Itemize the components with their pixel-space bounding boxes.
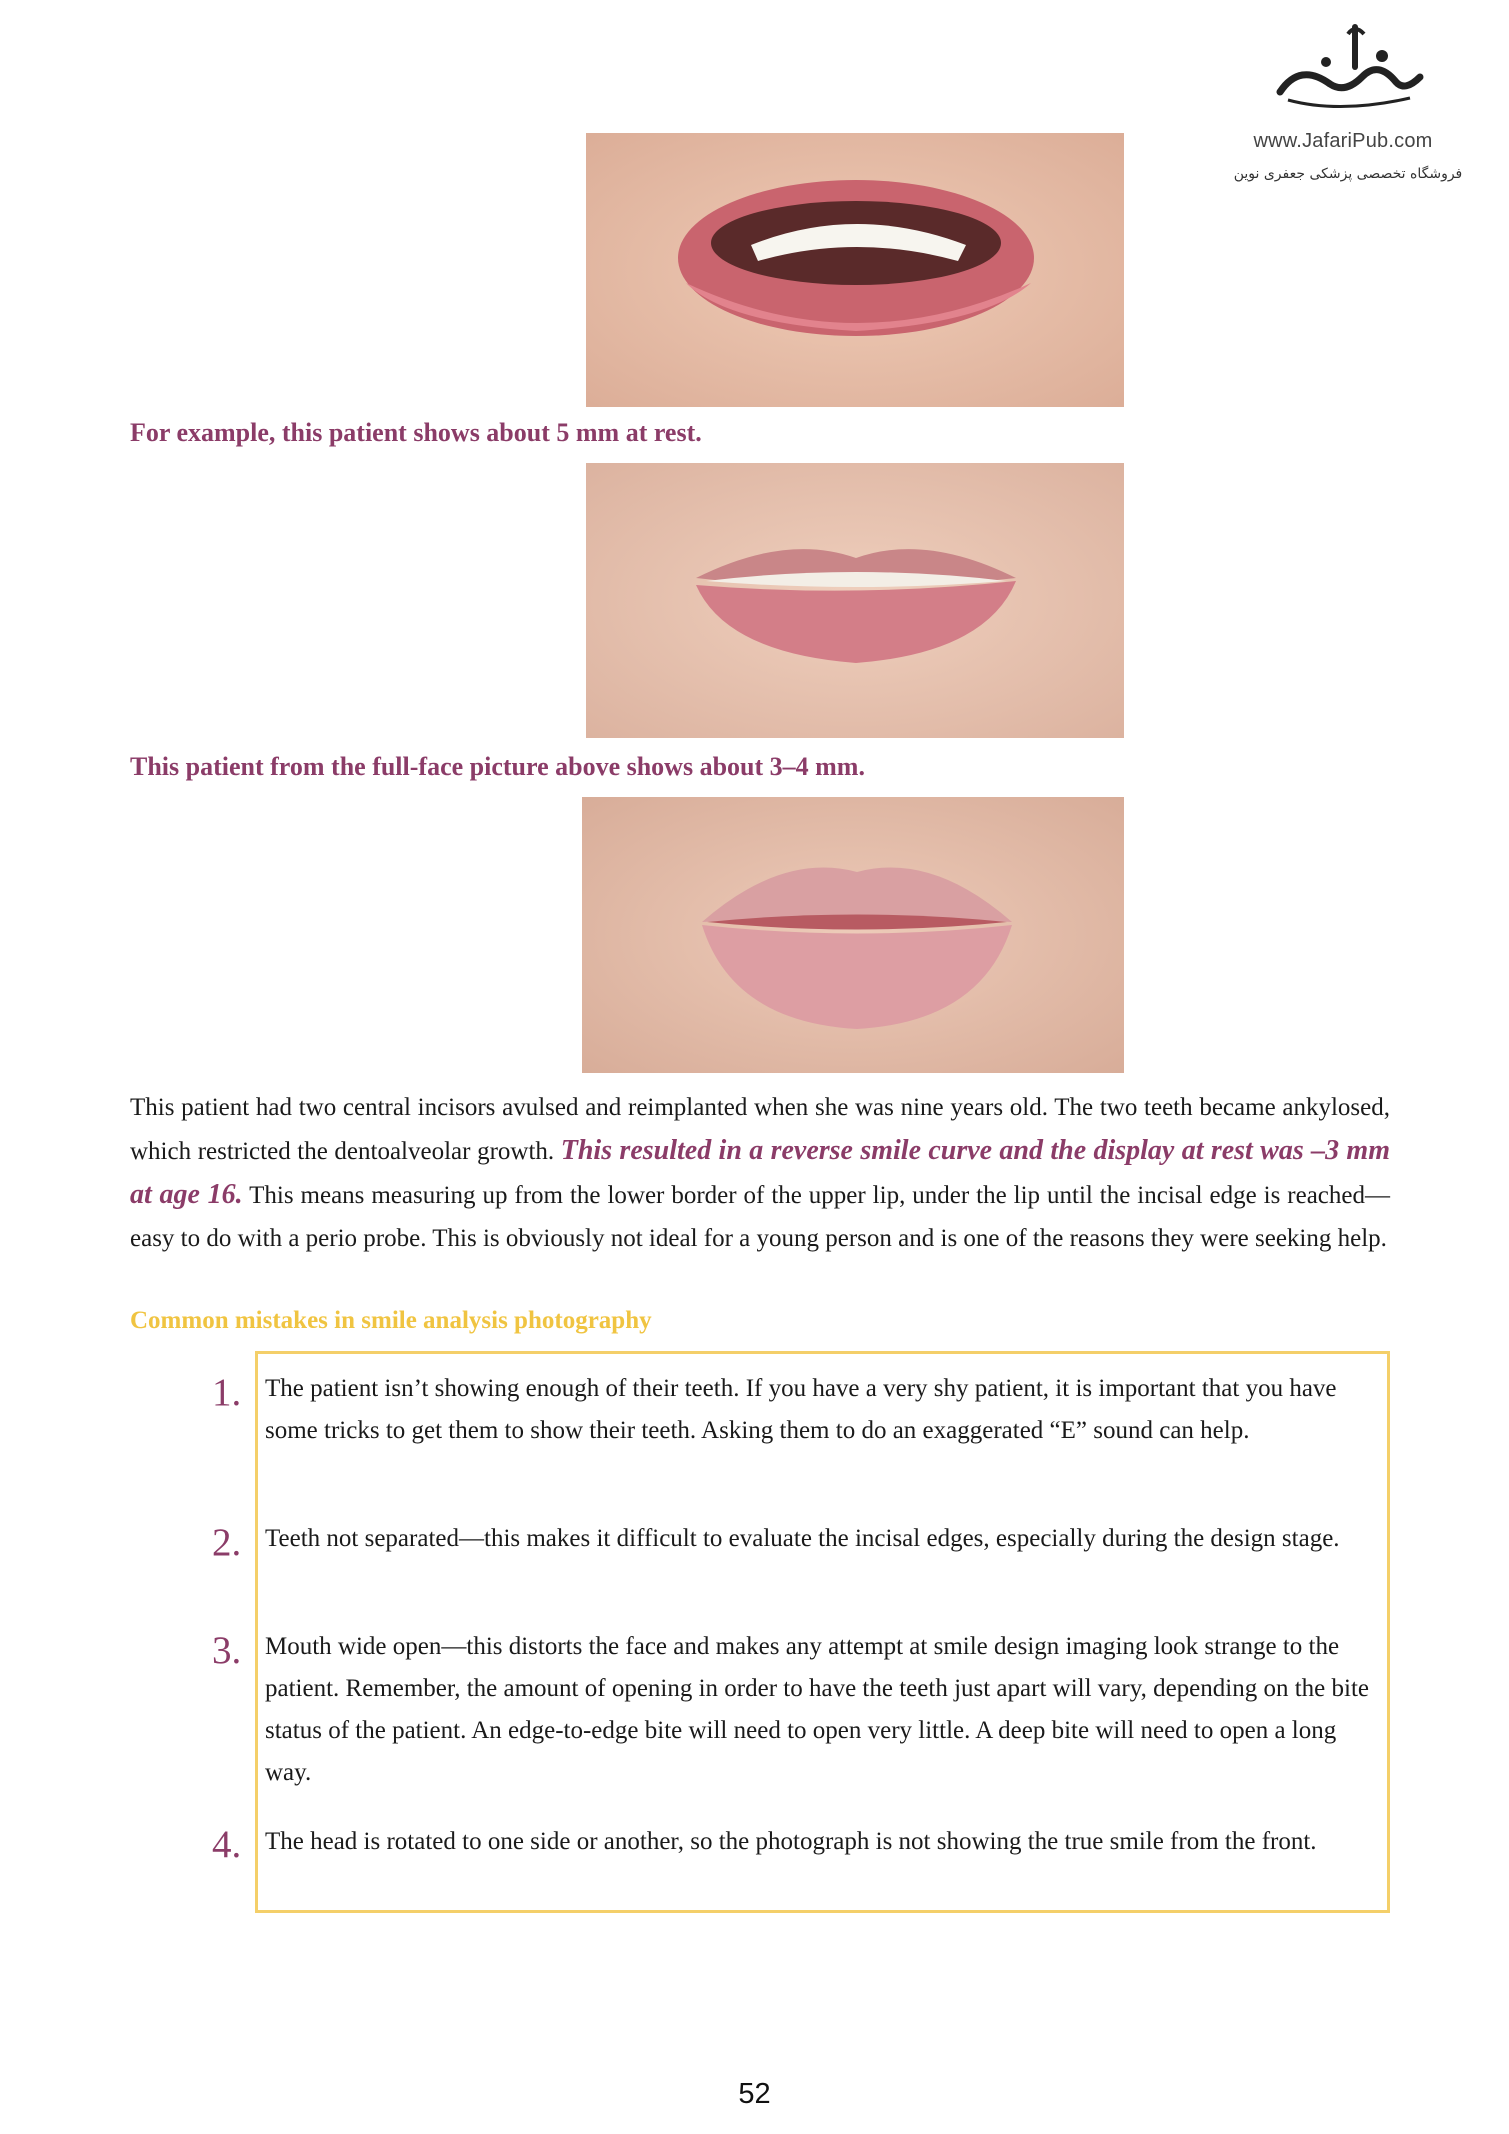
- list-item: The patient isn’t showing enough of their teeth. If you have a very shy patient, it is important that you have some tricks to get them to show their teeth. Asking them to do an exaggerated “E” sound can help.: [265, 1375, 1337, 1444]
- list-item-number: 2.: [212, 1521, 242, 1564]
- list-item-number: 4.: [212, 1823, 242, 1866]
- mouth-photo-3: [582, 797, 1124, 1073]
- figure-1-caption: For example, this patient shows about 5 mm at rest.: [130, 418, 702, 447]
- page-number: 52: [738, 2078, 771, 2110]
- mouth-photo-2: [586, 463, 1124, 738]
- list-item-number: 3.: [212, 1629, 242, 1672]
- body-paragraph: [130, 1086, 1390, 1260]
- section-title: Common mistakes in smile analysis photography: [130, 1307, 652, 1334]
- body-emphasis: This resulted in a reverse smile curve and the display at rest was –3 mm at age 16.: [130, 1135, 1390, 1210]
- publisher-website: www.JafariPub.com: [1253, 130, 1433, 152]
- publisher-logo: [1230, 22, 1500, 182]
- mouth-photo-1: [586, 133, 1124, 407]
- list-item: Mouth wide open—this distorts the face and makes any attempt at smile design imaging look strange to the patient. Remember, the amount of opening in order to have the teeth just apart will vary, depending on the bite status of the patient. An edge-to-edge bite will need to open very little. A deep bite will need to open a long way.: [265, 1633, 1370, 1786]
- list-item: Teeth not separated—this makes it difficult to evaluate the incisal edges, especially during the design stage.: [265, 1525, 1340, 1552]
- body-text-before: This patient had two central incisors avulsed and reimplanted when she was nine years old. The two teeth became ankylosed, which restricted the dentoalveolar growth.: [130, 1094, 1390, 1165]
- body-text-after: This means measuring up from the lower border of the upper lip, under the lip until the incisal edge is reached—easy to do with a perio probe. This is obviously not ideal for a young person and is one of the reasons they were seeking help.: [130, 1182, 1390, 1252]
- list-item: The head is rotated to one side or another, so the photograph is not showing the true smile from the front.: [265, 1828, 1317, 1855]
- publisher-logo-mark: [1270, 22, 1430, 122]
- figure-2-caption: This patient from the full-face picture above shows about 3–4 mm.: [130, 752, 865, 781]
- list-item-number: 1.: [212, 1371, 242, 1414]
- publisher-tagline: فروشگاه تخصصی پزشکی جعفری نوین: [1233, 166, 1463, 182]
